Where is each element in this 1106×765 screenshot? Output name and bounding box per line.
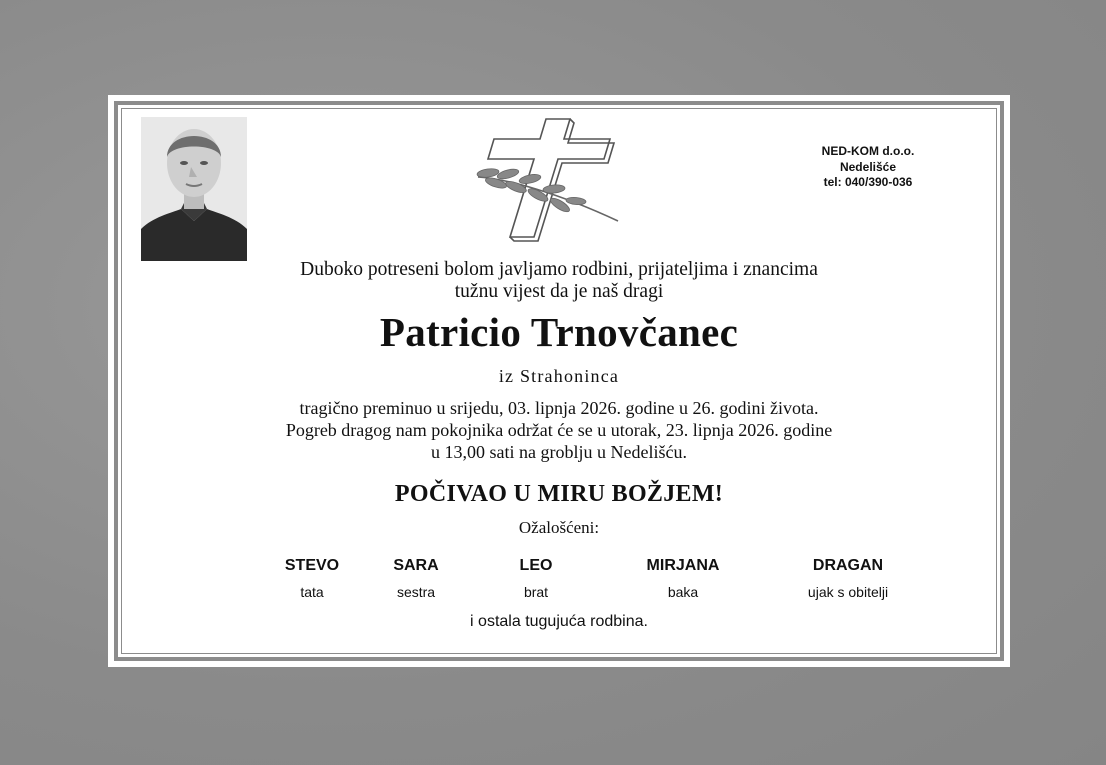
mourner-item (768, 557, 928, 601)
death-details (108, 397, 1010, 463)
details-line-3: u 13,00 sati na groblju u Nedelišću. (431, 442, 687, 462)
cross-with-olive-branch-icon (468, 117, 633, 242)
family-note: i ostala tugujuća rodbina. (470, 613, 648, 630)
company-town: Nedelišće (839, 159, 897, 174)
mourner-relation: brat (523, 584, 549, 600)
details-line-1: tragično preminuo u srijedu, 03. lipnja 2026. godine u 26. godini života. (299, 398, 819, 418)
mourner-name: MIRJANA (646, 557, 720, 574)
mourner-relation: ujak s obitelji (807, 584, 889, 600)
mourner-item (456, 557, 616, 601)
mourners-list (108, 557, 1010, 607)
mourner-name: LEO (519, 557, 553, 574)
deceased-name: Patricio Trnovčanec (379, 309, 739, 355)
obituary-notice (108, 95, 1010, 667)
intro-line-1: Duboko potreseni bolom javljamo rodbini, prijateljima i znancima (300, 259, 818, 280)
mourner-item (603, 557, 763, 601)
portrait-photo (141, 117, 247, 261)
deceased-origin: iz Strahoninca (498, 366, 620, 386)
mourner-relation: sestra (396, 584, 436, 600)
rest-in-peace-heading: POČIVAO U MIRU BOŽJEM! (394, 481, 724, 507)
company-phone: tel: 040/390-036 (823, 175, 913, 189)
mourner-relation: baka (667, 584, 699, 600)
company-name: NED-KOM d.o.o. (821, 144, 915, 158)
mourner-relation: tata (300, 584, 324, 600)
details-line-2: Pogreb dragog nam pokojnika održat će se u utorak, 23. lipnja 2026. godine (285, 420, 833, 440)
intro-line-2: tužnu vijest da je naš dragi (454, 281, 664, 302)
company-info (768, 144, 968, 191)
intro-text (108, 259, 1010, 303)
mourners-label: Ožalošćeni: (518, 518, 600, 537)
mourner-name: SARA (393, 557, 439, 574)
mourner-name: STEVO (284, 557, 340, 574)
mourner-name: DRAGAN (812, 557, 884, 574)
